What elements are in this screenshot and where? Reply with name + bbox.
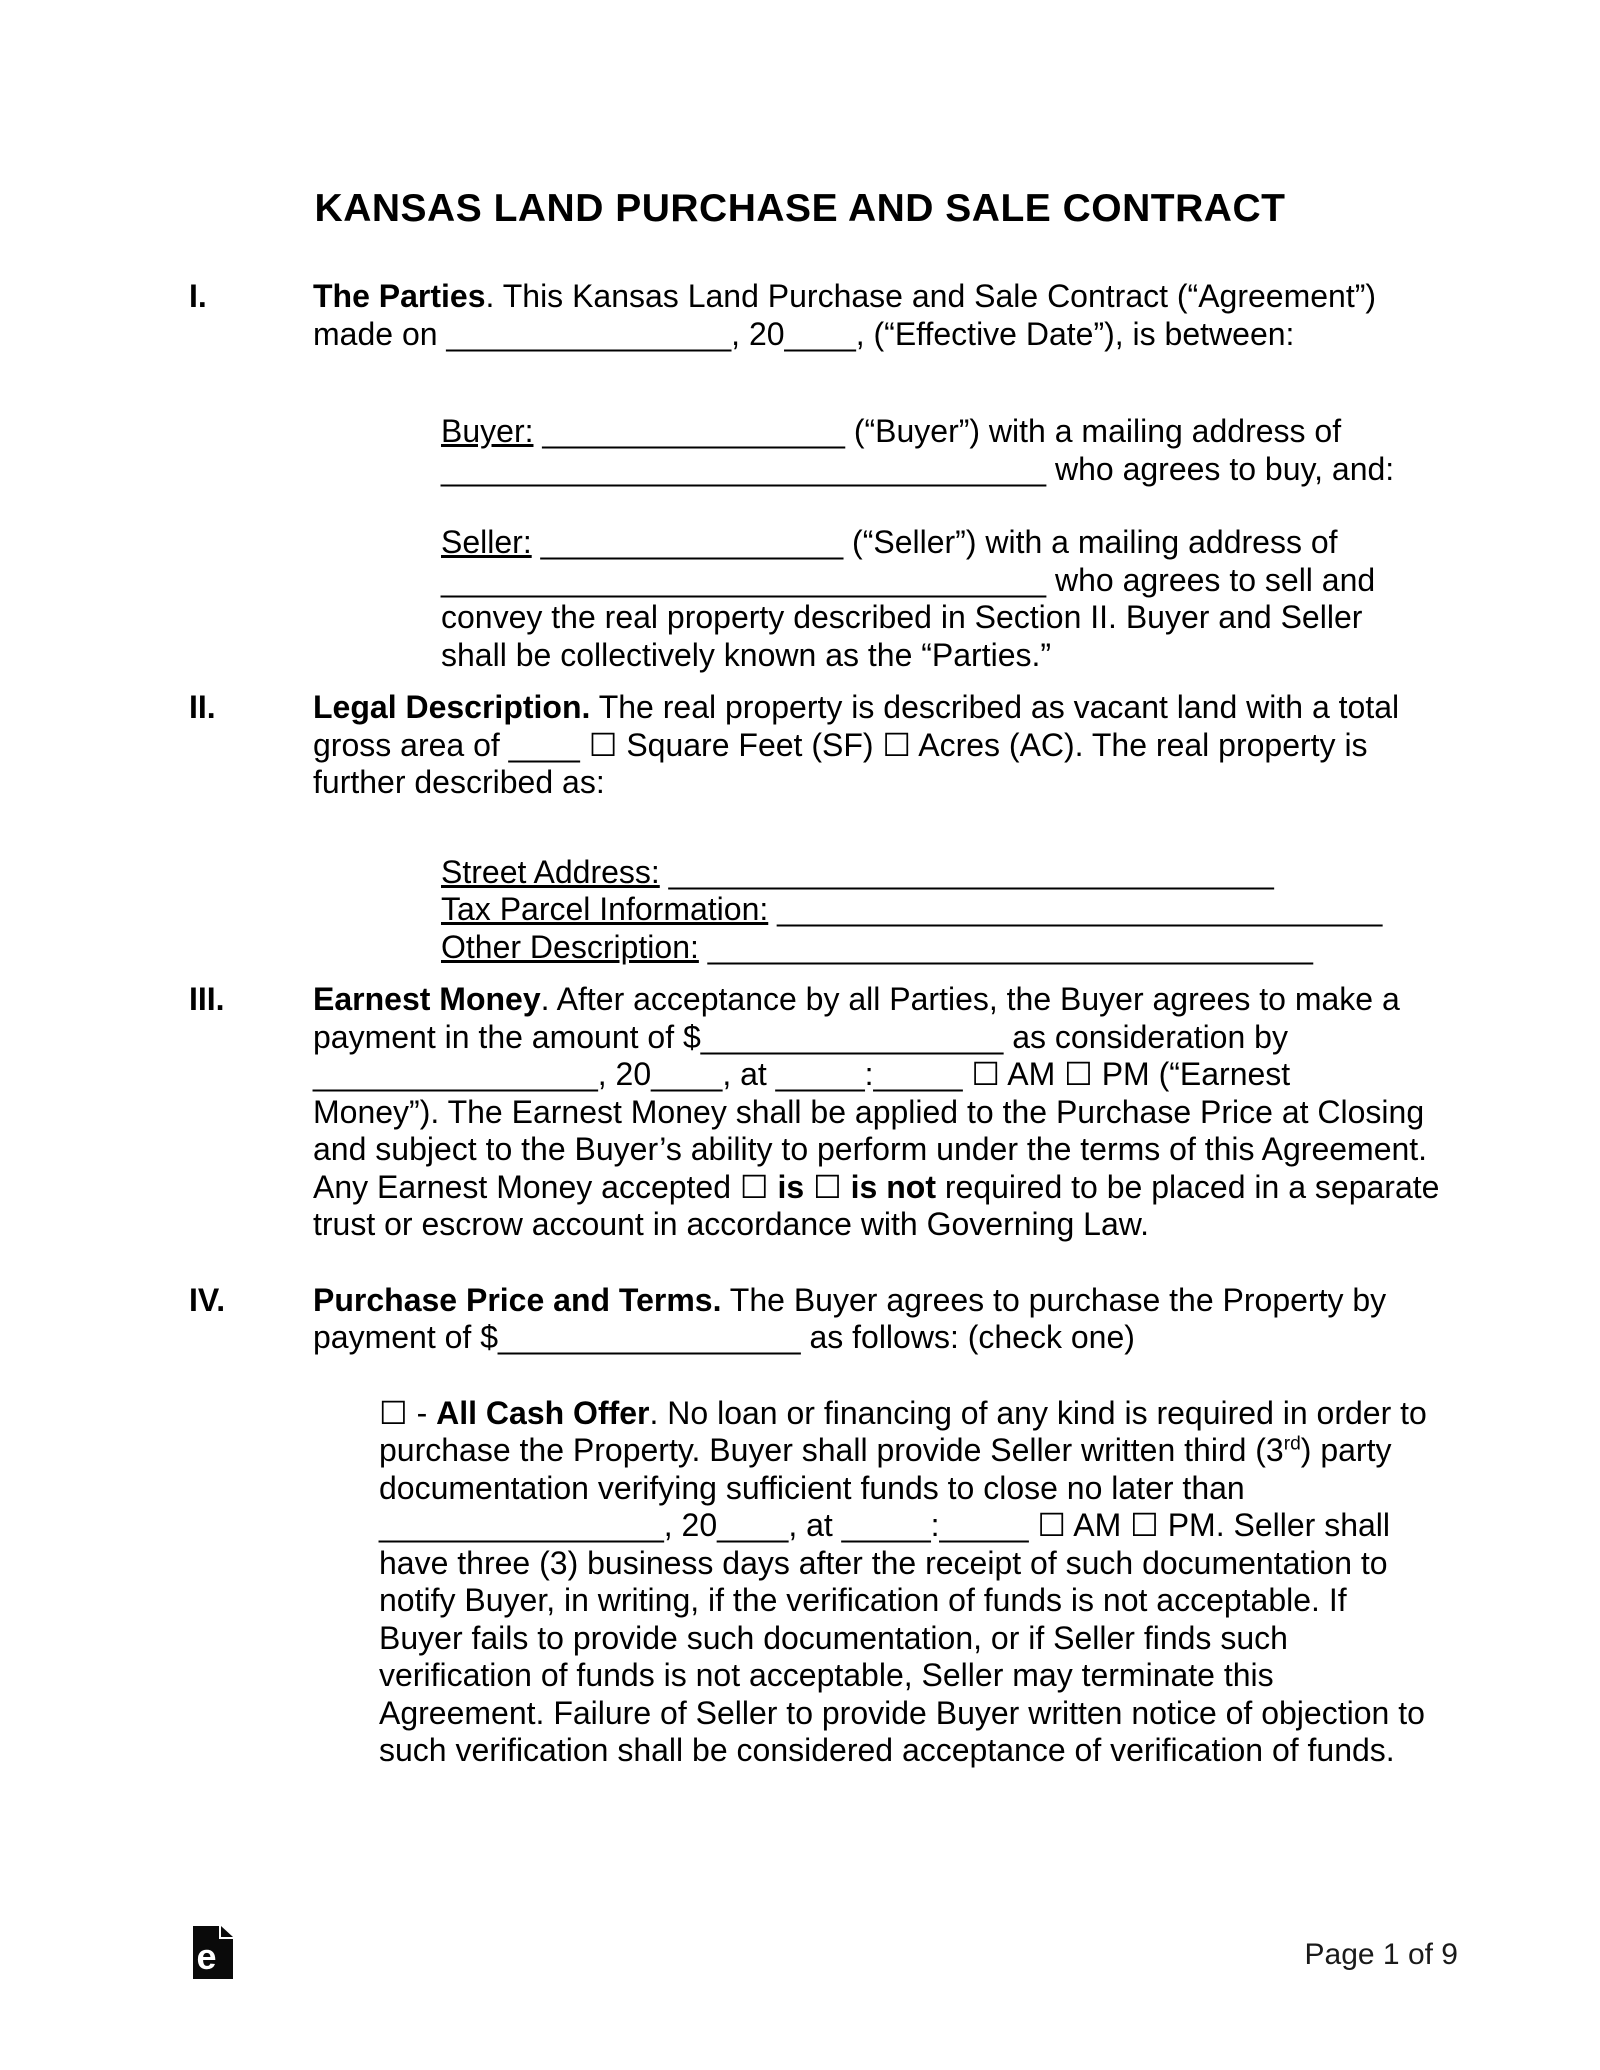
other-description-blank: __________________________________: [698, 928, 1313, 965]
section-ii-line-1: [313, 689, 1493, 727]
section-iv-number: IV.: [189, 1281, 226, 1318]
other-description-row: [441, 929, 1541, 967]
all-cash-line-1: [379, 1395, 1499, 1433]
document-title: KANSAS LAND PURCHASE AND SALE CONTRACT: [314, 187, 1286, 230]
seller-line-4: shall be collectively known as the “Parties.”: [441, 636, 1052, 673]
all-cash-line-7: Buyer fails to provide such documentation, or if Seller finds such: [379, 1619, 1288, 1656]
buyer-block: [441, 413, 1541, 488]
eforms-logo-icon[interactable]: [193, 1926, 233, 1979]
earnest-required-text: required to be placed in a separate: [935, 1168, 1440, 1205]
section-i-line-2: made on ________________, 20____, (“Effective Date”), is between:: [313, 315, 1295, 352]
section-ii-line-3: further described as:: [313, 764, 605, 800]
eforms-logo-letter: e: [196, 1936, 217, 1977]
section-i-number: I.: [189, 278, 207, 314]
seller-block: [441, 524, 1541, 674]
all-cash-line-9: Agreement. Failure of Seller to provide Buyer written notice of objection to: [379, 1694, 1425, 1731]
legal-description-fields: [441, 854, 1541, 967]
all-cash-line-4: ________________, 20____, at _____:_____ ☐ AM ☐ PM. Seller shall: [379, 1507, 1390, 1543]
section-earnest-money: [0, 981, 1600, 1244]
section-iii-number: III.: [189, 981, 225, 1017]
section-the-parties: [0, 278, 1600, 353]
section-iv-line-1: [313, 1282, 1493, 1320]
section-iv-line-2: payment of $_________________ as follows: (check one): [313, 1319, 1135, 1355]
section-iii-line-3: ________________, 20____, at _____:_____ ☐ AM ☐ PM (“Earnest: [313, 1056, 1291, 1092]
buyer-name-blank: _________________ (“Buyer”) with a mailing address of: [533, 413, 1342, 449]
section-iii-line-2: payment in the amount of $_________________ as consideration by: [313, 1018, 1288, 1055]
section-iii-line-5: and subject to the Buyer’s ability to perform under the terms of this Agreement.: [313, 1131, 1428, 1167]
section-i-heading: The Parties: [313, 278, 486, 314]
tax-parcel-blank: __________________________________: [768, 891, 1383, 927]
all-cash-line-2: [379, 1432, 1499, 1470]
section-iii-line-1-text: . After acceptance by all Parties, the Buyer agrees to make a: [540, 981, 1400, 1017]
page-number: Page 1 of 9: [1304, 1938, 1458, 1971]
all-cash-line-2-text-a: purchase the Property. Buyer shall provide Seller written third (3: [379, 1432, 1284, 1468]
ordinal-superscript: rd: [1283, 1433, 1301, 1455]
all-cash-heading: All Cash Offer: [436, 1394, 650, 1431]
tax-parcel-label: Tax Parcel Information:: [441, 891, 769, 927]
section-ii-heading: Legal Description.: [313, 689, 591, 725]
section-iv-line-1-text: The Buyer agrees to purchase the Property by: [721, 1281, 1387, 1318]
section-iii-heading: Earnest Money: [313, 981, 541, 1017]
seller-label: Seller:: [441, 524, 532, 560]
seller-name-blank: _________________ (“Seller”) with a mailing address of: [531, 524, 1338, 560]
section-i-line-1: [313, 278, 1493, 316]
buyer-label: Buyer:: [441, 413, 534, 449]
section-iii-line-4: Money”). The Earnest Money shall be applied to the Purchase Price at Closing: [313, 1093, 1425, 1130]
section-iii-line-1: [313, 981, 1493, 1019]
section-ii-number: II.: [189, 689, 216, 725]
street-address-row: [441, 854, 1541, 892]
seller-line-1: [441, 524, 1541, 562]
all-cash-offer-block: [379, 1395, 1499, 1770]
all-cash-checkbox: ☐ -: [379, 1394, 437, 1431]
all-cash-line-1-text: . No loan or financing of any kind is required in order to: [649, 1394, 1427, 1431]
section-iv-heading: Purchase Price and Terms.: [313, 1281, 722, 1318]
buyer-line-1: [441, 413, 1541, 451]
section-ii-line-1-text: The real property is described as vacant land with a total: [590, 689, 1400, 725]
all-cash-line-5: have three (3) business days after the receipt of such documentation to: [379, 1544, 1388, 1581]
other-description-label: Other Description:: [441, 928, 699, 965]
section-ii-line-2: gross area of ____ ☐ Square Feet (SF) ☐ Acres (AC). The real property is: [313, 726, 1368, 763]
buyer-line-2: __________________________________ who agrees to buy, and:: [441, 450, 1395, 487]
seller-line-3: convey the real property described in Section II. Buyer and Seller: [441, 599, 1363, 635]
section-purchase-price: [0, 1282, 1600, 1357]
all-cash-line-10: such verification shall be considered acceptance of verification of funds.: [379, 1732, 1395, 1768]
earnest-checkbox-gap: ☐: [804, 1168, 851, 1205]
earnest-is-not-option: is not: [850, 1168, 936, 1205]
street-address-blank: __________________________________: [659, 853, 1274, 890]
section-iii-line-6: [313, 1169, 1493, 1207]
all-cash-line-8: verification of funds is not acceptable, Seller may terminate this: [379, 1657, 1274, 1693]
all-cash-line-2-text-b: ) party: [1300, 1432, 1392, 1468]
earnest-is-option: is: [777, 1168, 805, 1205]
section-legal-description: [0, 689, 1600, 802]
street-address-label: Street Address:: [441, 853, 660, 890]
section-iii-line-7: trust or escrow account in accordance with Governing Law.: [313, 1206, 1149, 1242]
all-cash-line-3: documentation verifying sufficient funds to close no later than: [379, 1469, 1245, 1506]
tax-parcel-row: [441, 891, 1541, 929]
section-i-line-1-text: . This Kansas Land Purchase and Sale Contract (“Agreement”): [485, 278, 1377, 314]
all-cash-line-6: notify Buyer, in writing, if the verification of funds is not acceptable. If: [379, 1582, 1347, 1618]
earnest-accepted-text: Any Earnest Money accepted ☐: [313, 1168, 778, 1205]
seller-line-2: __________________________________ who agrees to sell and: [441, 561, 1376, 598]
